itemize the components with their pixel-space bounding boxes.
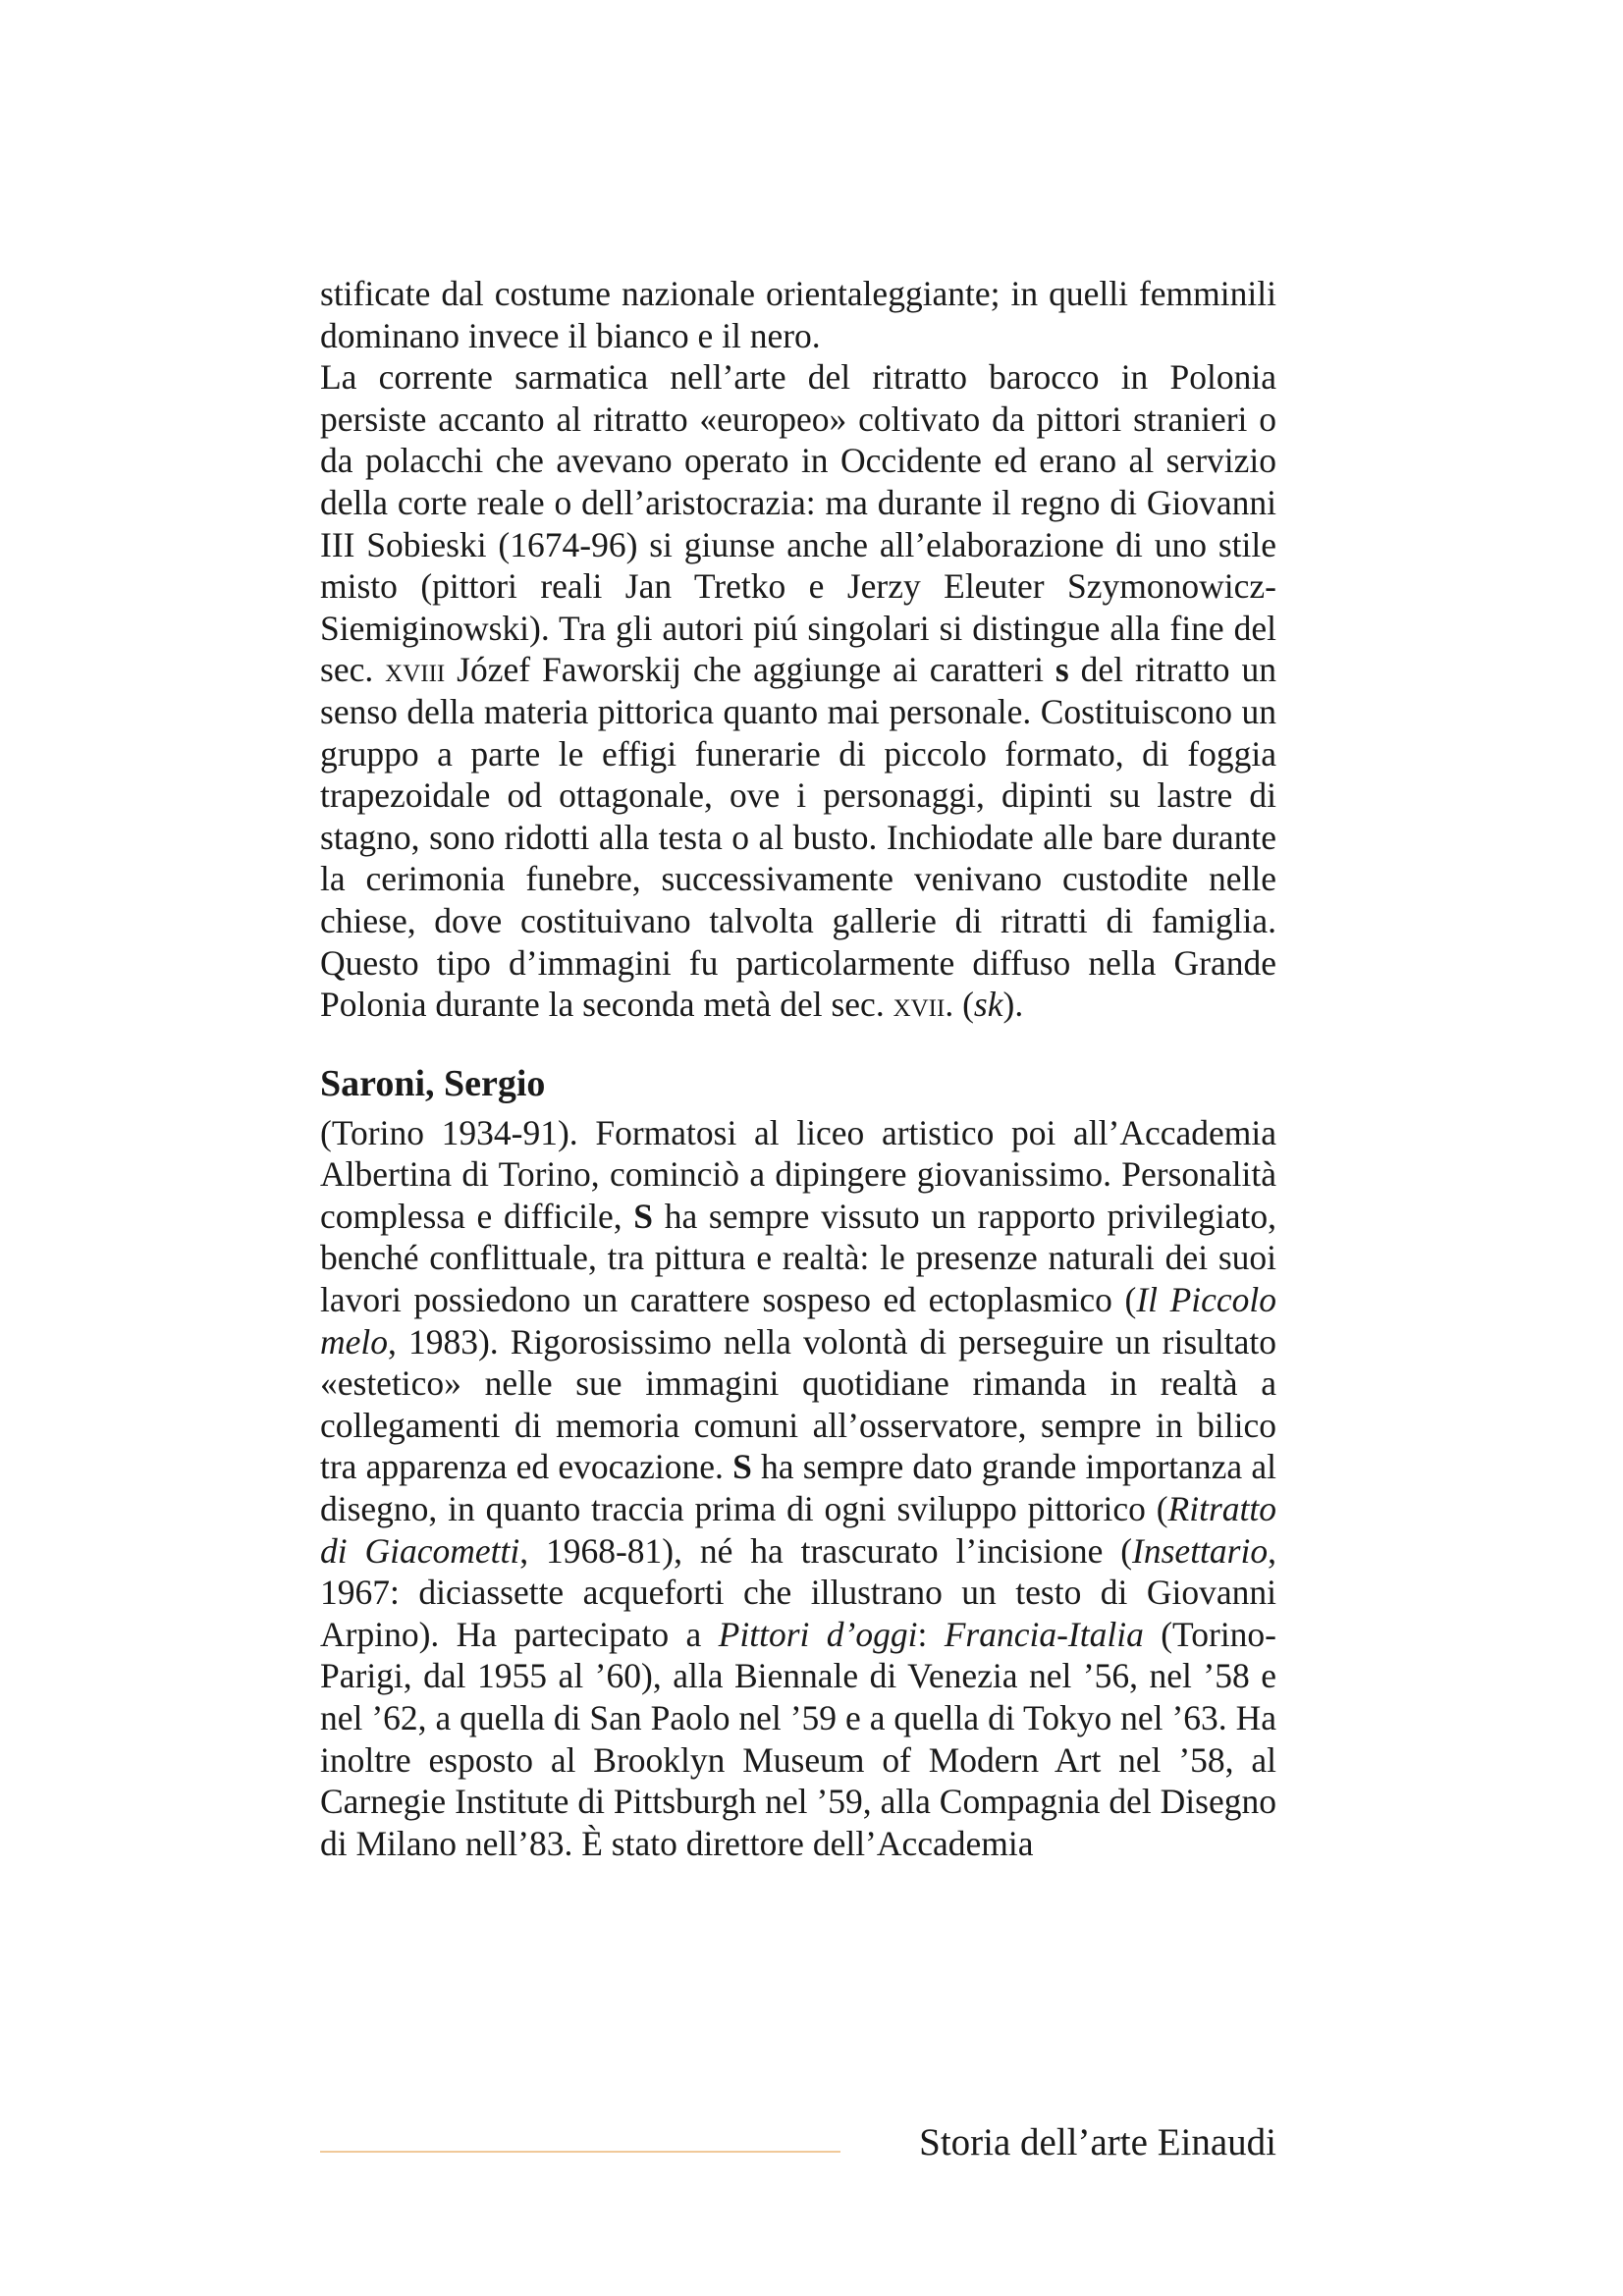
paragraph-text: La corrente sarmatica nell’arte del ritratto barocco in Polonia persiste accanto al ritratto «europeo» coltivato da pittori stranieri o da polacchi che avevano operato in Occidente ed erano al servizio della corte reale o dell’aristocrazia: ma durante il regno di Giovanni III Sobieski (1674-96) si giunse anche all’elaborazione di uno stile misto (pittori reali Jan Tretko e Jerzy Eleuter Szymonowicz-Siemiginowski). Tra gli autori piú singolari si distingue alla fine del sec. — [320, 357, 1276, 690]
work-title: Francia-Italia — [944, 1614, 1144, 1654]
work-title: Insettario — [1132, 1530, 1269, 1571]
entry-abbreviation: S — [633, 1196, 654, 1236]
entry-body — [320, 1112, 1276, 1865]
paragraph-text: , 1983). Rigorosissimo nella volontà di perseguire un risultato «estetico» nelle sue immagini quotidiane rimanda in realtà a collegamenti di memoria comuni all’osservatore, sempre in bilico tra apparenza ed evocazione. — [320, 1321, 1276, 1487]
paragraph-text: . ( — [945, 985, 974, 1025]
paragraph-text: , 1968-81), né ha trascurato l’incisione ( — [519, 1530, 1133, 1571]
paragraph-text: Józef Faworskij che aggiunge ai caratteri — [445, 650, 1055, 690]
work-title: Pittori d’oggi — [718, 1614, 918, 1654]
work-title: Ritratto di Giacometti — [320, 1489, 1276, 1571]
entry-heading: Saroni, Sergio — [320, 1062, 546, 1104]
paragraph-continuation — [320, 273, 1276, 356]
paragraph-text: (Torino 1934-91). Formatosi al liceo artistico poi all’Accademia Albertina di Torino, cominciò a dipingere giovanissimo. Personalità complessa e difficile, — [320, 1112, 1276, 1236]
paragraph-text: ha sempre vissuto un rapporto privilegiato, benché conflittuale, tra pittura e realtà: le presenze naturali dei suoi lavori possiedono un carattere sospeso ed ectoplasmico ( — [320, 1196, 1276, 1320]
footer-rule — [320, 2151, 840, 2153]
work-title: Il Piccolo melo — [320, 1280, 1277, 1362]
author-initials: sk — [973, 985, 1003, 1025]
century-numeral: xvii — [893, 985, 946, 1025]
footer-title: Storia dell’arte Einaudi — [919, 2121, 1276, 2163]
paragraph-text: ha sempre dato grande importanza al disegno, in quanto traccia prima di ogni sviluppo pittorico ( — [320, 1447, 1277, 1529]
paragraph-text: del ritratto un senso della materia pittorica quanto mai personale. Costituiscono un gruppo a parte le effigi funerarie di piccolo formato, di foggia trapezoidale od ottagonale, ove i personaggi, dipinti su lastre di stagno, sono ridotti alla testa o al busto. Inchiodate alle bare durante la cerimonia funebre, successivamente venivano custodite nelle chiese, dove costituivano talvolta gallerie di ritratti di famiglia. Questo tipo d’immagini fu particolarmente diffuso nella Grande Polonia durante la seconda metà del sec. — [320, 650, 1276, 1025]
paragraph-text: stificate dal costume nazionale orientaleggiante; in quelli femminili dominano invece il bianco e il nero. — [320, 274, 1276, 355]
paragraph-text: ). — [1002, 985, 1024, 1025]
paragraph-text: : — [917, 1614, 945, 1654]
entry-abbreviation: S — [732, 1447, 752, 1487]
paragraph-sarmatian-portrait — [320, 356, 1276, 1026]
page-column — [320, 273, 1276, 1864]
entry-abbreviation: s — [1055, 650, 1069, 690]
paragraph-text: (Torino-Parigi, dal 1955 al ’60), alla Biennale di Venezia nel ’56, nel ’58 e nel ’62, a quella di San Paolo nel ’59 e a quella di Tokyo nel ’63. Ha inoltre esposto al Brooklyn Museum of Modern Art nel ’58, al Carnegie Institute di Pittsburgh nel ’59, alla Compagnia del Disegno di Milano nell’83. È stato direttore dell’Accademia — [320, 1614, 1277, 1863]
century-numeral: xviii — [385, 650, 446, 690]
paragraph-text: , 1967: diciassette acqueforti che illustrano un testo di Giovanni Arpino). Ha partecipato a — [320, 1530, 1276, 1654]
